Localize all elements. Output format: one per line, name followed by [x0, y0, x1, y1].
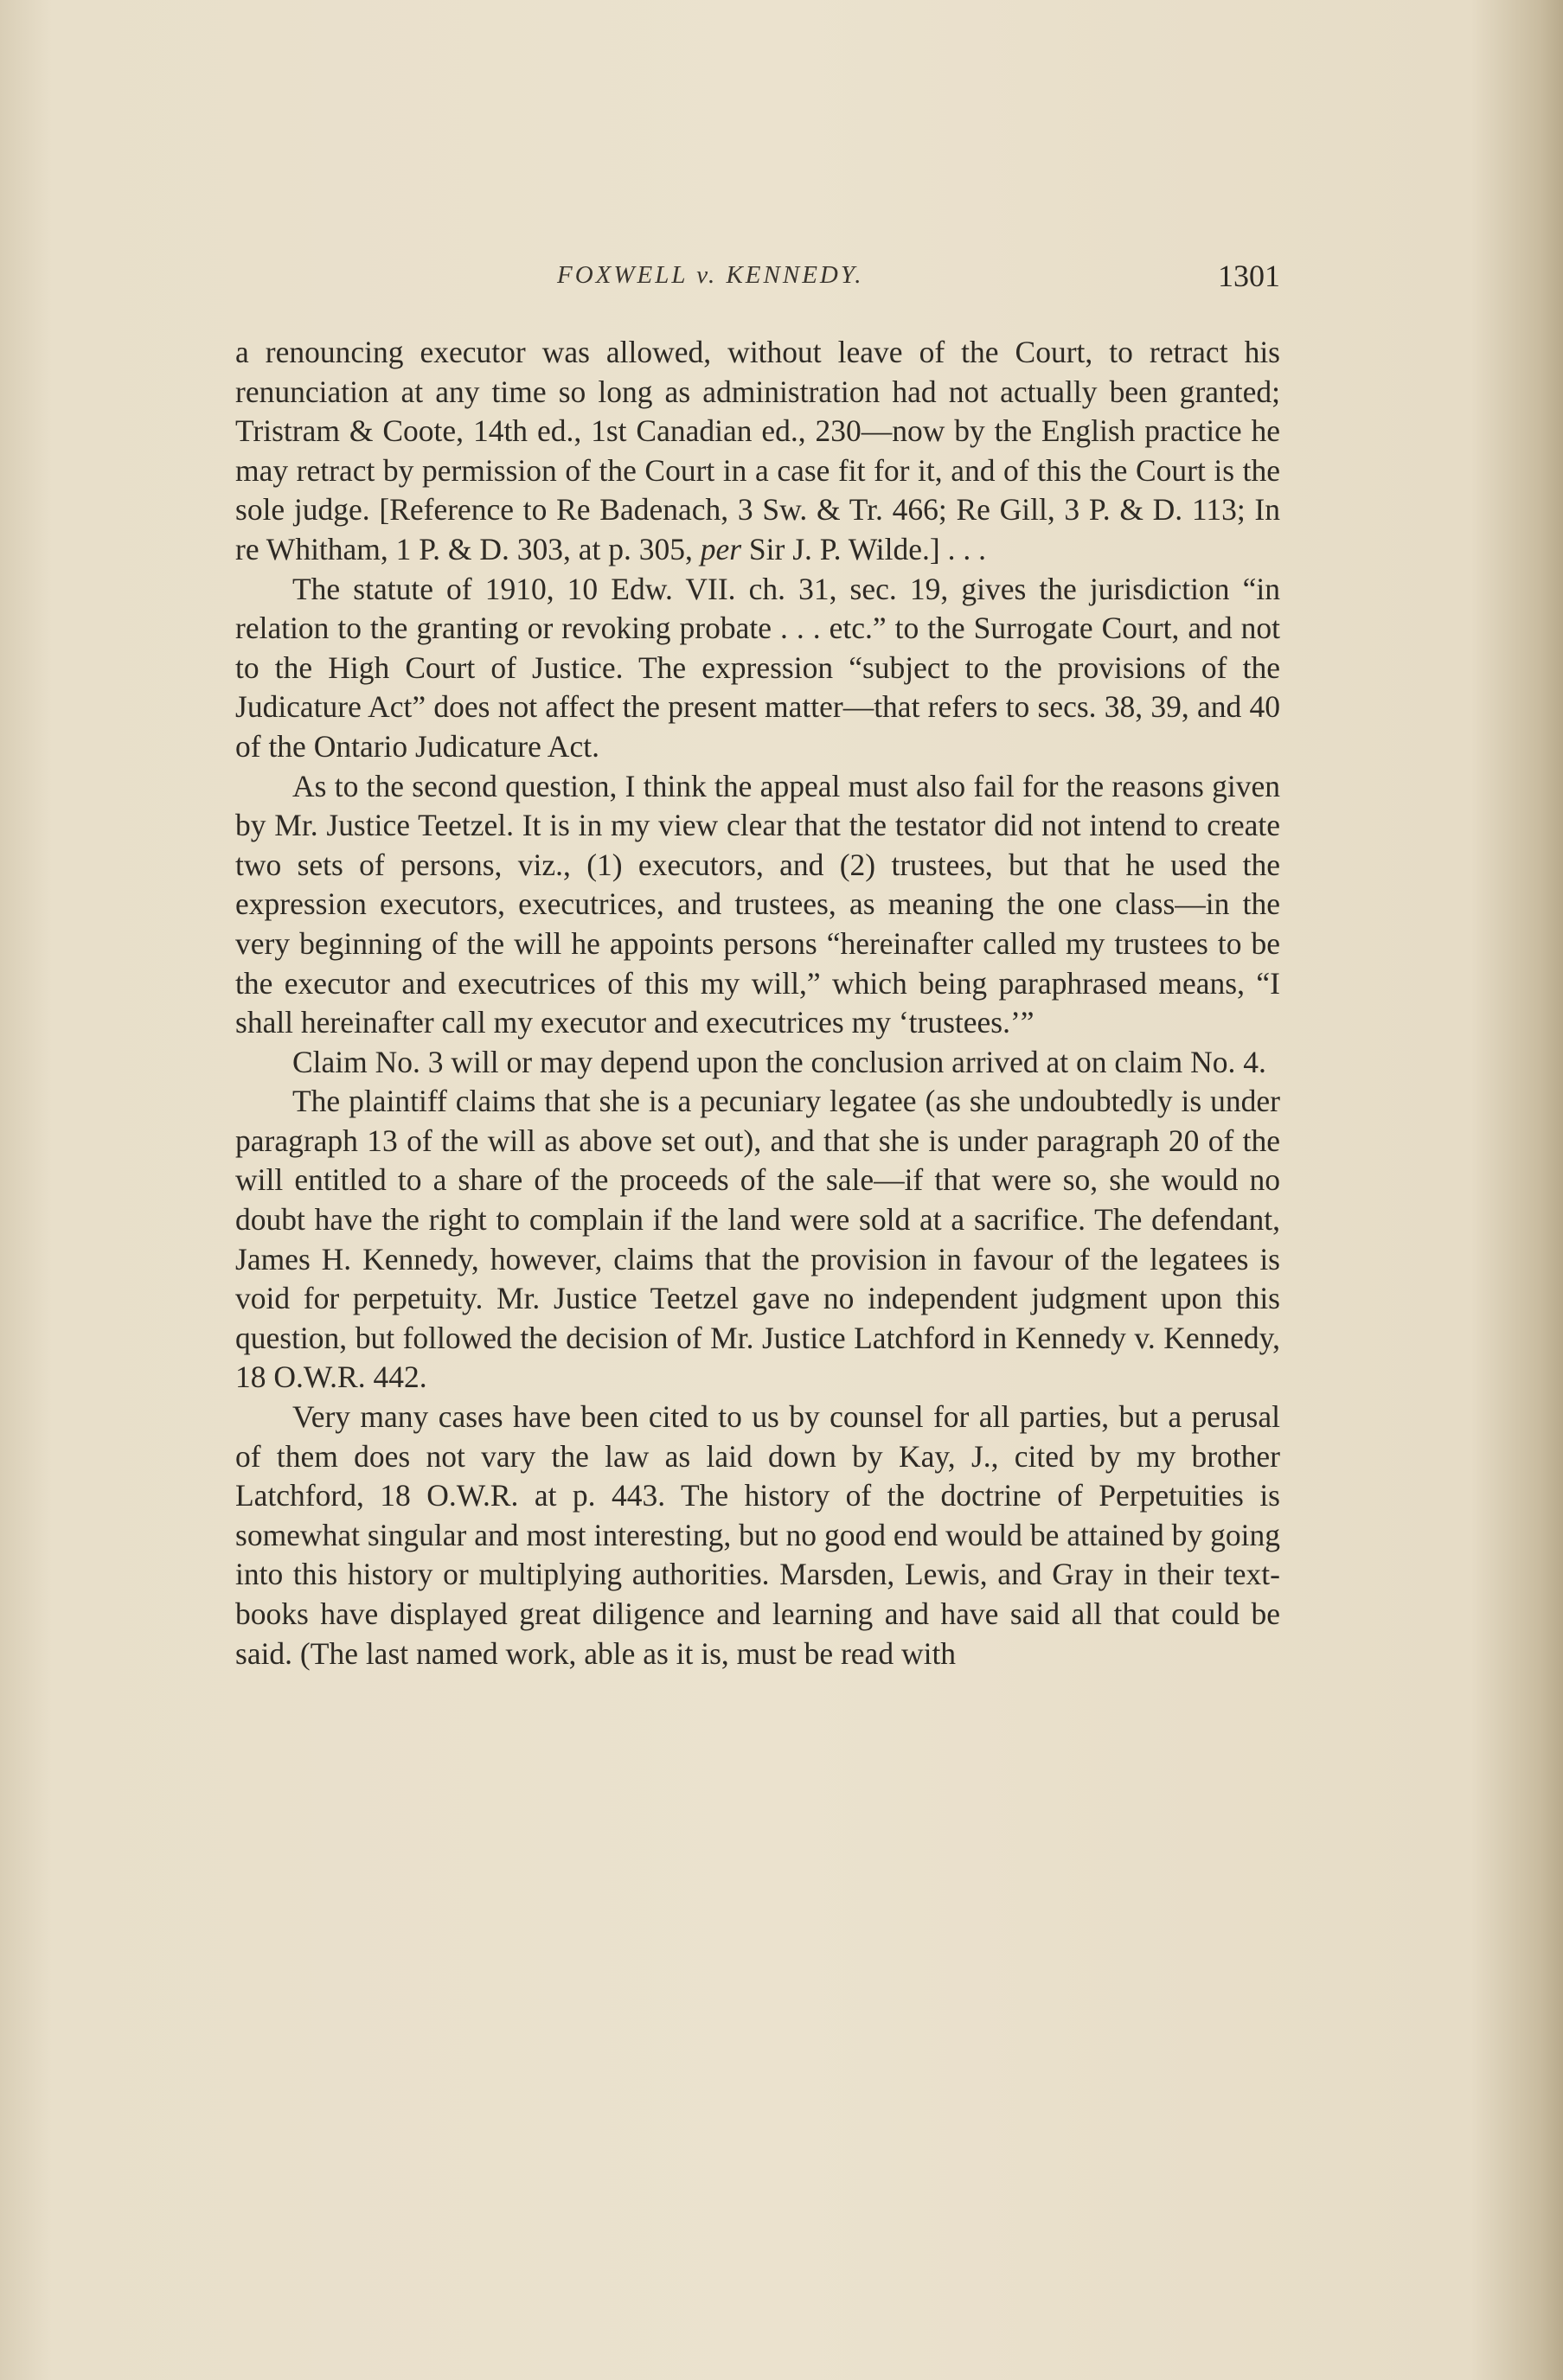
running-head [235, 258, 1280, 306]
page-number: 1301 [1218, 259, 1280, 293]
paragraph: Very many cases have been cited to us by counsel for all parties, but a perusal of them does not vary the law as laid down by Kay, J., cited by my brother Latchford, 18 O.W.R. at p. 443. The history of the doctrine of Perpetuities is somewhat singular and most interesting, but no good end would be attained by going into this history or multiplying authorities. Marsden, Lewis, and Gray in their text-books have displayed great diligence and learning and have said all that could be said. (The last named work, able as it is, must be read with [235, 1399, 1280, 1671]
italic-text: per [700, 531, 742, 566]
paragraph: Claim No. 3 will or may depend upon the conclusion arrived at on claim No. 4. [292, 1044, 1266, 1079]
running-title: FOXWELL v. KENNEDY. [557, 261, 864, 289]
body-text [235, 333, 1280, 1673]
paragraph: As to the second question, I think the appeal must also fail for the reasons given by Mr. Justice Teetzel. It is in my view clear that the testator did not intend to create two sets of persons, viz., (1) executors, and (2) trustees, but that he used the expression executors, executrices, and trustees, as meaning the one class—in the very beginning of the will he appoints persons “hereinafter called my trustees to be the executor and executrices of this my will,” which being paraphrased means, “I shall hereinafter call my executor and executrices my ‘trustees.’” [235, 768, 1280, 1040]
paragraph-text: Sir J. P. Wilde.] . . . [741, 531, 986, 566]
paragraph-text: a renouncing executor was allowed, without leave of the Court, to retract his renunciation at any time so long as administration had not actually been granted; Tristram & Coote, 14th ed., 1st Canadian ed., 230—now by the English practice he may retract by permission of the Court in a case fit for it, and of this the Court is the sole judge. [Reference to Re Badenach, 3 Sw. & Tr. 466; Re Gill, 3 P. & D. 113; In re Whitham, 1 P. & D. 303, at p. 305, [235, 335, 1280, 566]
paragraph: The statute of 1910, 10 Edw. VII. ch. 31, sec. 19, gives the jurisdiction “in relation to the granting or revoking probate . . . etc.” to the Surrogate Court, and not to the High Court of Justice. The expression “subject to the provisions of the Judicature Act” does not affect the present matter—that refers to secs. 38, 39, and 40 of the Ontario Judicature Act. [235, 571, 1280, 764]
paragraph-continued [235, 333, 1280, 570]
paragraph: The plaintiff claims that she is a pecuniary legatee (as she undoubtedly is under paragraph 13 of the will as above set out), and that she is under paragraph 20 of the will entitled to a share of the proceeds of the sale—if that were so, she would no doubt have the right to complain if the land were sold at a sacrifice. The defendant, James H. Kennedy, however, claims that the provision in favour of the legatees is void for perpetuity. Mr. Justice Teetzel gave no independent judgment upon this question, but followed the decision of Mr. Justice Latchford in Kennedy v. Kennedy, 18 O.W.R. 442. [235, 1084, 1280, 1395]
